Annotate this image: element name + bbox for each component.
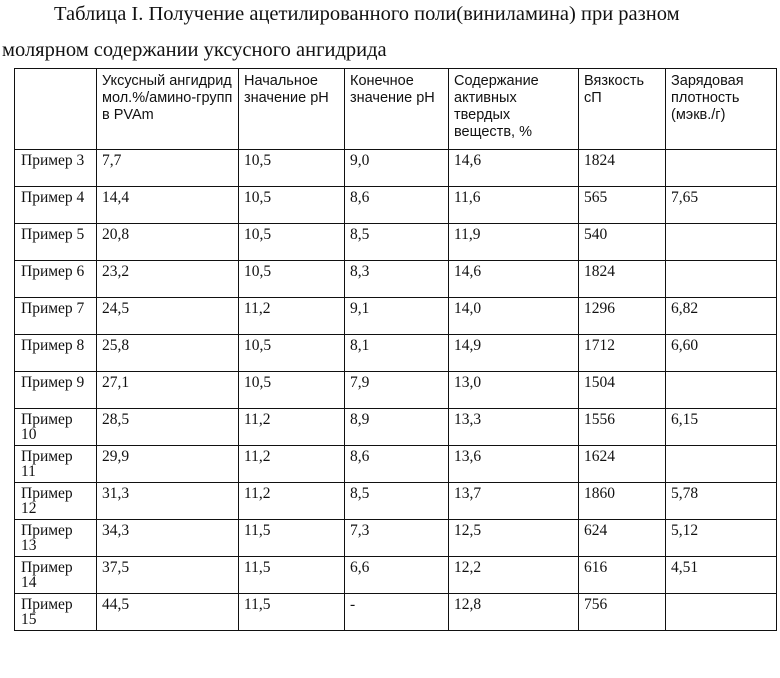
table-row [15,483,777,520]
cell-final-ph-value: 8,6 [345,446,449,483]
cell-initial-ph-value: 10,5 [239,187,345,224]
cell-example-label: Пример 5 [15,224,97,261]
cell-charge-density-value [666,224,777,261]
cell-charge-density-value: 5,78 [666,483,777,520]
table-row [15,187,777,224]
cell-final-ph-value: 8,3 [345,261,449,298]
cell-example-label: Пример 8 [15,335,97,372]
header-cell-solids: Содержание активных твердых веществ, % [449,69,579,150]
table-row [15,261,777,298]
cell-solids-value: 14,9 [449,335,579,372]
cell-charge-density-value: 5,12 [666,520,777,557]
cell-solids-value: 13,3 [449,409,579,446]
header-cell-example [15,69,97,150]
cell-initial-ph-value: 10,5 [239,224,345,261]
table-row [15,372,777,409]
cell-final-ph-value: 8,9 [345,409,449,446]
table-row [15,335,777,372]
cell-example-label: Пример 10 [15,409,97,446]
cell-final-ph-value: 9,0 [345,150,449,187]
cell-solids-value: 11,6 [449,187,579,224]
cell-final-ph-value: 7,9 [345,372,449,409]
cell-charge-density-value [666,594,777,631]
cell-initial-ph-value: 11,2 [239,298,345,335]
cell-initial-ph-value: 11,5 [239,520,345,557]
cell-charge-density-value [666,372,777,409]
cell-solids-value: 14,0 [449,298,579,335]
cell-example-label: Пример 6 [15,261,97,298]
cell-initial-ph-value: 10,5 [239,150,345,187]
cell-final-ph-value: - [345,594,449,631]
table-title-line-2: молярном содержании уксусного ангидрида [2,39,387,61]
cell-anhydride-value: 44,5 [97,594,239,631]
table-row [15,298,777,335]
cell-final-ph-value: 9,1 [345,298,449,335]
header-cell-viscosity: Вязкость сП [579,69,666,150]
cell-solids-value: 12,2 [449,557,579,594]
cell-charge-density-value [666,446,777,483]
cell-anhydride-value: 25,8 [97,335,239,372]
header-cell-charge-density: Зарядовая плотность (мэкв./г) [666,69,777,150]
cell-viscosity-value: 1504 [579,372,666,409]
table-row [15,446,777,483]
header-cell-initial-ph: Начальное значение pH [239,69,345,150]
cell-example-label: Пример 14 [15,557,97,594]
cell-anhydride-value: 27,1 [97,372,239,409]
cell-final-ph-value: 8,5 [345,224,449,261]
header-cell-anhydride: Уксусный ангидрид мол.%/амино-групп в PVAm [97,69,239,150]
cell-final-ph-value: 8,5 [345,483,449,520]
cell-initial-ph-value: 11,5 [239,594,345,631]
table-row [15,224,777,261]
cell-example-label: Пример 13 [15,520,97,557]
cell-charge-density-value [666,150,777,187]
cell-anhydride-value: 37,5 [97,557,239,594]
table-row [15,150,777,187]
cell-solids-value: 14,6 [449,261,579,298]
cell-viscosity-value: 756 [579,594,666,631]
table-row [15,409,777,446]
cell-viscosity-value: 1624 [579,446,666,483]
cell-viscosity-value: 1824 [579,150,666,187]
cell-viscosity-value: 540 [579,224,666,261]
cell-anhydride-value: 28,5 [97,409,239,446]
cell-example-label: Пример 4 [15,187,97,224]
data-table [14,68,777,631]
table-row [15,520,777,557]
header-row [15,69,777,150]
cell-example-label: Пример 3 [15,150,97,187]
cell-charge-density-value: 6,15 [666,409,777,446]
cell-final-ph-value: 8,6 [345,187,449,224]
cell-example-label: Пример 9 [15,372,97,409]
cell-example-label: Пример 7 [15,298,97,335]
cell-viscosity-value: 1860 [579,483,666,520]
cell-solids-value: 14,6 [449,150,579,187]
cell-initial-ph-value: 11,2 [239,483,345,520]
cell-example-label: Пример 15 [15,594,97,631]
cell-initial-ph-value: 11,5 [239,557,345,594]
cell-charge-density-value [666,261,777,298]
table-title-line-1: Таблица I. Получение ацетилированного поли(виниламина) при разном [54,3,680,25]
cell-initial-ph-value: 10,5 [239,372,345,409]
cell-final-ph-value: 7,3 [345,520,449,557]
cell-viscosity-value: 1712 [579,335,666,372]
cell-solids-value: 11,9 [449,224,579,261]
cell-viscosity-value: 616 [579,557,666,594]
cell-initial-ph-value: 10,5 [239,261,345,298]
cell-solids-value: 13,0 [449,372,579,409]
cell-initial-ph-value: 11,2 [239,409,345,446]
cell-anhydride-value: 34,3 [97,520,239,557]
cell-initial-ph-value: 11,2 [239,446,345,483]
cell-anhydride-value: 20,8 [97,224,239,261]
cell-solids-value: 12,5 [449,520,579,557]
cell-viscosity-value: 1556 [579,409,666,446]
cell-solids-value: 13,7 [449,483,579,520]
cell-anhydride-value: 31,3 [97,483,239,520]
cell-initial-ph-value: 10,5 [239,335,345,372]
table-row [15,557,777,594]
cell-example-label: Пример 11 [15,446,97,483]
cell-anhydride-value: 29,9 [97,446,239,483]
cell-viscosity-value: 1296 [579,298,666,335]
cell-anhydride-value: 14,4 [97,187,239,224]
cell-charge-density-value: 6,60 [666,335,777,372]
cell-anhydride-value: 23,2 [97,261,239,298]
cell-viscosity-value: 565 [579,187,666,224]
cell-example-label: Пример 12 [15,483,97,520]
cell-anhydride-value: 24,5 [97,298,239,335]
cell-final-ph-value: 8,1 [345,335,449,372]
cell-charge-density-value: 4,51 [666,557,777,594]
cell-viscosity-value: 624 [579,520,666,557]
cell-final-ph-value: 6,6 [345,557,449,594]
cell-viscosity-value: 1824 [579,261,666,298]
cell-solids-value: 13,6 [449,446,579,483]
table-row [15,594,777,631]
cell-charge-density-value: 6,82 [666,298,777,335]
cell-anhydride-value: 7,7 [97,150,239,187]
header-cell-final-ph: Конечное значение pH [345,69,449,150]
cell-solids-value: 12,8 [449,594,579,631]
cell-charge-density-value: 7,65 [666,187,777,224]
